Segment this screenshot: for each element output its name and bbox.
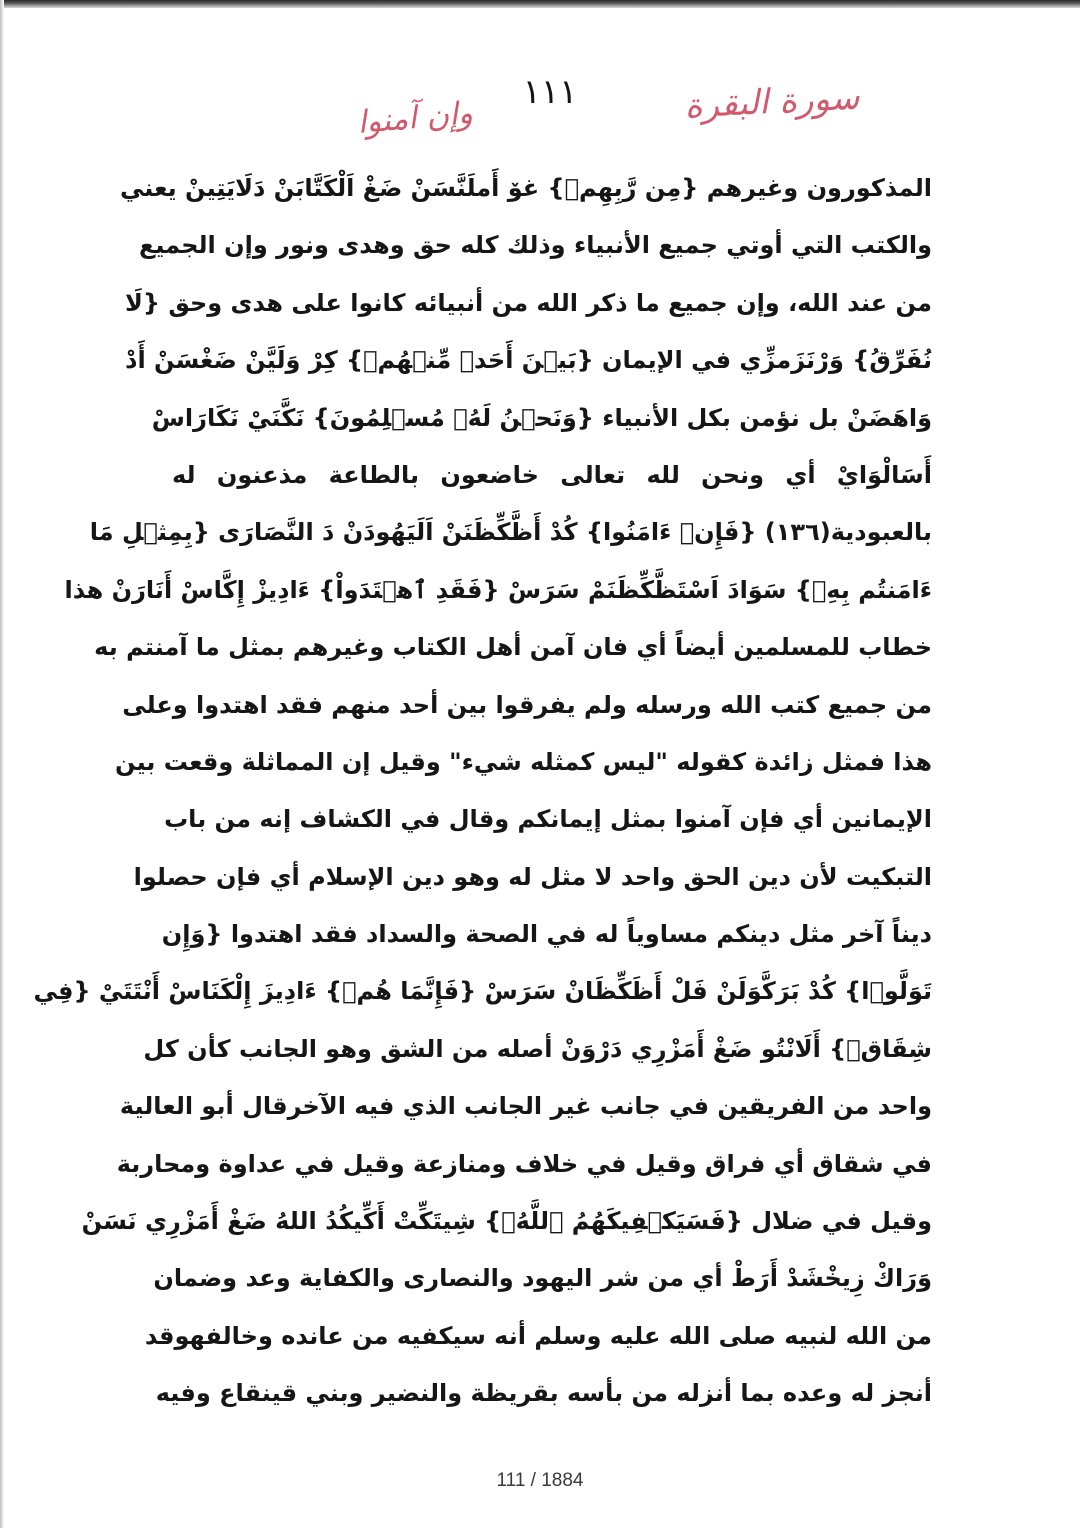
text-line: والكتب التي أوتي جميع الأنبياء وذلك كله حق وهدى ونور وإن الجميع [138, 231, 932, 260]
text-line: التبكيت لأن دين الحق واحد لا مثل له وهو دين الإسلام أي فإن حصلوا [133, 862, 932, 891]
surah-name-annotation: سورة البقرة [683, 77, 861, 127]
page-counter: 111 / 1884 [496, 1470, 584, 1491]
text-line: المذكورون وغيرهم {مِن رَّبِهِمۡ} غۆ أَملَنَّسَنْ ضَغْ اَلْكَتَّابَنْ دَلَايَتِينْ يعني [119, 174, 932, 202]
text-line: ديناً آخر مثل دينكم مساوياً له في الصحة والسداد فقد اهتدوا {وَإِن [161, 920, 932, 949]
text-line: من جميع كتب الله ورسله ولم يفرقوا بين أحد منهم فقد اهتدوا وعلى [122, 690, 932, 719]
text-line: من عند الله، وإن جميع ما ذكر الله من أنبيائه كانوا على هدى وحق {لَا [125, 288, 932, 317]
text-line: شِقَاقٖ} أَلَانْتُو ضَغْ أَمَزْرِي دَرْوَنْ أصله من الشق وهو الجانب كأن كل [143, 1034, 932, 1063]
text-line: ءَامَنتُم بِهِۦ} سَوَادَ اَسْتَظَّكِّظَنَمْ سَرَسْ {فَقَدِ ٱهۡتَدَواْ} ءَادِيزْ إِكَّاسْ أَنَارَنْ هذا [64, 575, 932, 604]
text-line: نُفَرِّقُ} وَرْنَزَمزِّي في الإيمان {بَيۡنَ أَحَدٖ مِّنۡهُمۡ} كِرْ وَلَيَّنْ ضَغْسَنْ أَدْ [125, 346, 932, 375]
text-line: واحد من الفريقين في جانب غير الجانب الذي فيه الآخرقال أبو العالية [119, 1092, 932, 1121]
text-line: أنجز له وعده بما أنزله من بأسه بقريظة والنضير وبني قينقاع وفيه [155, 1379, 932, 1408]
scan-edge-top [0, 0, 1080, 8]
verse-annotation: وإن آمنوا [355, 95, 475, 141]
text-line: خطاب للمسلمين أيضاً أي فان آمن أهل الكتاب وغيرهم بمثل ما آمنتم به [94, 633, 932, 662]
text-line: الإيمانين أي فإن آمنوا بمثل إيمانكم وقال في الكشاف إنه من باب [164, 805, 932, 834]
text-line: من الله لنبيه صلى الله عليه وسلم أنه سيكفيه من عانده وخالفهوقد [144, 1321, 932, 1350]
text-line: تَوَلَّوۡا} كُدْ بَرَكَّوَلَنْ فَلْ أَظَكِّظَانْ سَرَسْ {فَإِنَّمَا هُمۡ} ءَادِيزَ إِلْكَنَاسْ أَنْتَتَيْ {فِي [33, 977, 932, 1006]
text-line: هذا فمثل زائدة كقوله "ليس كمثله شيء" وقيل إن المماثلة وقعت بين [114, 747, 932, 776]
scan-edge-left [0, 0, 4, 1528]
text-line: في شقاق أي فراق وقيل في خلاف ومنازعة وقيل في عداوة ومحاربة [116, 1149, 932, 1178]
text-line: وَاهَضَنْ بل نؤمن بكل الأنبياء {وَنَحۡنُ لَهُۥ مُسۡلِمُونَ} نَكَّنَيْ نَكَارَاسْ [151, 403, 932, 432]
handwritten-page-number: ١١١ [522, 72, 578, 112]
text-line: وقيل في ضلال {فَسَيَكۡفِيكَهُمُ ٱللَّهُۚ} شِيتَكِّتْ أَكِّيكُدُ اللهُ ضَغْ أَمَزْرِي نَسَنْ [81, 1207, 932, 1236]
text-line: وَرَاكْ زِيخْشَدْ أَرَطْ أي من شر اليهود والنصارى والكفاية وعد وضمان [153, 1264, 932, 1293]
text-line: أَسَالْوَايْ أي ونحن لله تعالى خاضعون بالطاعة مذعنون له [172, 460, 932, 489]
commentary-text-block [33, 160, 932, 1423]
text-line: بالعبودية(١٣٦) {فَإِنۡ ءَامَنُوا} كُدْ أَظَّكِّظَنَنْ اَلَيَهُودَنْ دَ النَّصَارَى {بِمِثۡلِ مَا [89, 518, 932, 547]
